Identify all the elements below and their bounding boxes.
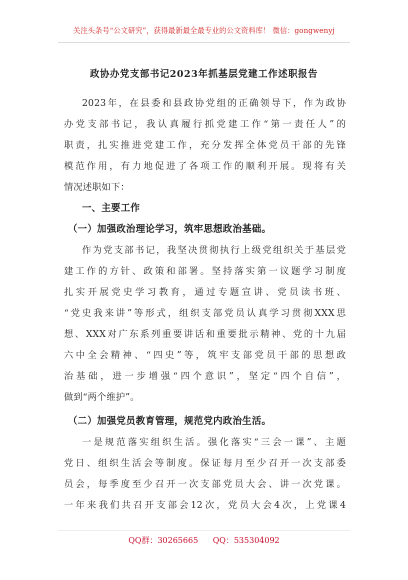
intro-line: 2023年，在县委和县政协党组的正确领导下，作为政协 <box>82 98 346 109</box>
footer-qq-group: QQ群：30265665 <box>128 536 199 545</box>
paragraph-line: 建工作的方针、政策和部署。坚持落实第一议题学习制度 <box>64 266 346 277</box>
paragraph-line: 一是规范落实组织生活。强化落实“三会一课”、主题 <box>82 437 346 448</box>
subsection-heading: （一）加强政治理论学习，筑牢思想政治基础。 <box>68 224 272 235</box>
footer-contact <box>0 535 408 546</box>
intro-line: 职责，扎实推进党建工作，充分发挥全体党员干部的先锋 <box>64 140 346 151</box>
intro-line: 情况述职如下： <box>64 182 130 193</box>
document-title: 政协办党支部书记2023年抓基层党建工作述职报告 <box>90 69 318 80</box>
intro-line: 办党支部书记，我认真履行抓党建工作“第一责任人”的 <box>64 119 346 130</box>
paragraph-line: 一年来我们共召开支部会12次，党员大会4次，上党课4 <box>64 500 346 511</box>
paragraph-line: 治基础，进一步增强“四个意识”，坚定“四个自信”， <box>64 371 346 382</box>
paragraph-line: “党史我来讲”等形式，组织支部党员认真学习贯彻XXX思 <box>64 308 346 319</box>
paragraph-line: 想、XXX对广东系列重要讲话和重要批示精神、党的十九届 <box>64 329 346 340</box>
footer-qq: QQ：535304092 <box>212 536 280 545</box>
paragraph-line: 扎实开展党史学习教育，通过专题宣讲、党员读书班、 <box>64 287 346 298</box>
paragraph-line: 党日、组织生活会等制度。保证每月至少召开一次支部委 <box>64 458 346 469</box>
header-divider <box>58 42 350 43</box>
header-promo-note: 关注头条号“公文研究”，获得最新最全最专业的公文资料库！ 微信：gongwenyj <box>73 26 335 35</box>
paragraph-line: 六中全会精神、“四史”等，筑牢支部党员干部的思想政 <box>64 350 346 361</box>
section-heading: 一、主要工作 <box>82 203 141 214</box>
paragraph-line: 员会，每季度至少召开一次支部党员大会、讲一次党课。 <box>64 479 346 490</box>
footer-divider <box>58 530 350 531</box>
paragraph-line: 做到“两个维护”。 <box>64 392 140 403</box>
subsection-heading: （二）加强党员教育管理，规范党内政治生活。 <box>68 416 272 427</box>
paragraph-line: 作为党支部书记，我坚决贯彻执行上级党组织关于基层党 <box>82 245 346 256</box>
intro-line: 模范作用，有力地促进了各项工作的顺利开展。现将有关 <box>64 161 346 172</box>
